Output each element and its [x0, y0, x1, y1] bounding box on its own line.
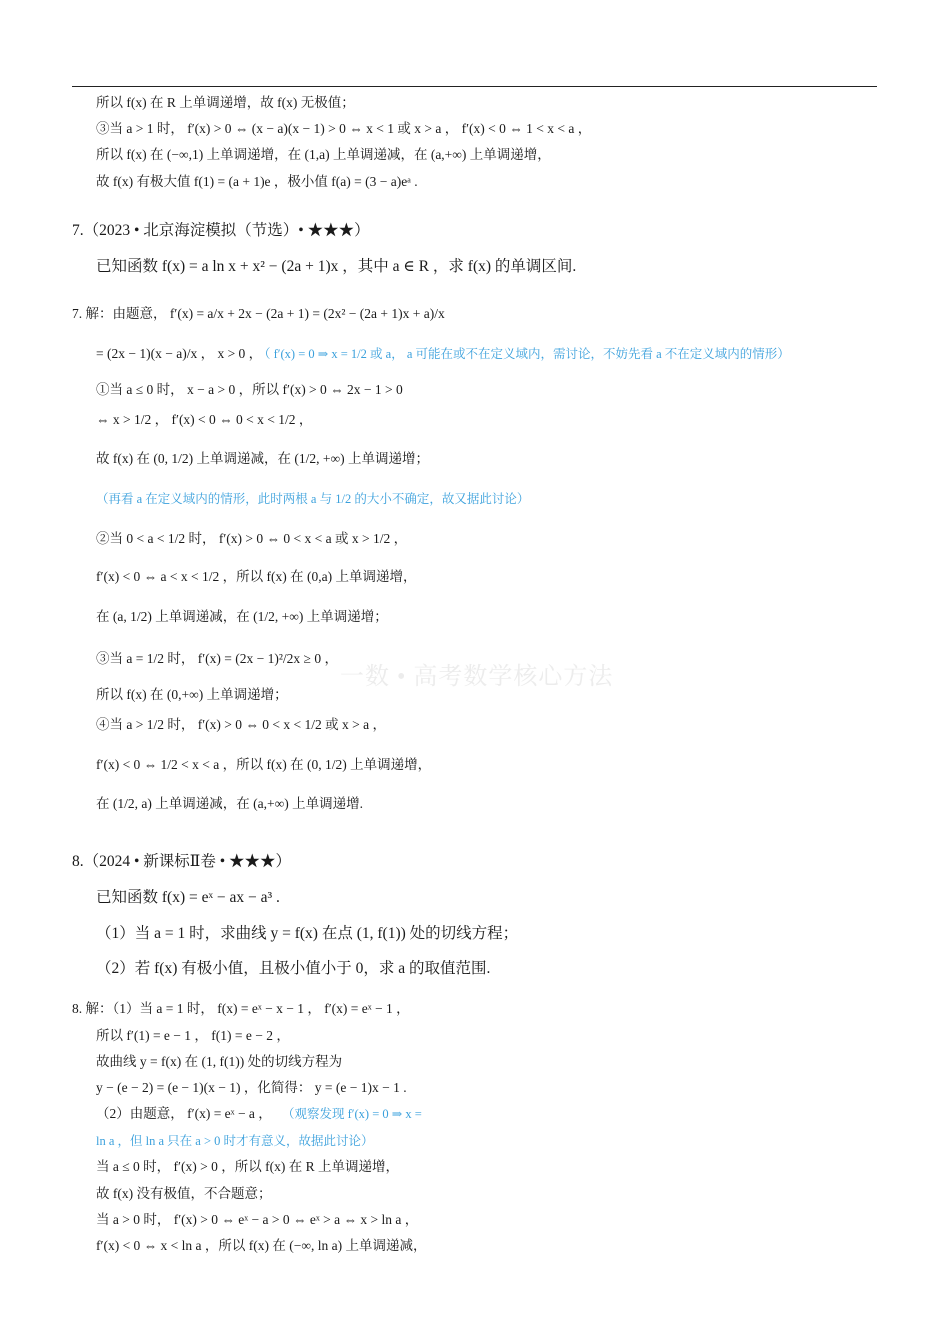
hint-line: ln a ，但 ln a 只在 a > 0 时才有意义，故据此讨论） [96, 1134, 374, 1148]
problem-line: 8.（2024 • 新课标Ⅱ卷 • ★★★） [72, 853, 292, 870]
solution-line: f′(x) < 0 ⇔ a < x < 1/2 ，所以 f(x) 在 (0,a) 上单调递增， [96, 569, 417, 584]
solution-line: 所以 f(x) 在 (0,+∞) 上单调递增； [96, 687, 288, 702]
solution-line: 7. 解：由题意， f′(x) = a/x + 2x − (2a + 1) = (2x² − (2a + 1)x + a)/x [72, 306, 445, 321]
solution-line: （2）由题意， f′(x) = eˣ − a ， [96, 1106, 272, 1121]
solution-line: 8. 解：（1）当 a = 1 时， f(x) = eˣ − x − 1 ， f′(x) = eˣ − 1 ， [72, 1001, 410, 1016]
solution-line: ⇔ x > 1/2 ， f′(x) < 0 ⇔ 0 < x < 1/2 ， [96, 412, 313, 427]
problem-line: （2）若 f(x) 有极小值，且极小值小于 0，求 a 的取值范围. [96, 960, 491, 977]
solution-line: 所以 f(x) 在 (−∞,1) 上单调递增，在 (1,a) 上单调递减，在 (a,+∞) 上单调递增， [96, 147, 551, 162]
solution-line: 故曲线 y = f(x) 在 (1, f(1)) 处的切线方程为 [96, 1054, 343, 1069]
watermark: 一数 • 高考数学核心方法 [340, 664, 614, 690]
problem-line: 已知函数 f(x) = a ln x + x² − (2a + 1)x ，其中 a ∈ R ，求 f(x) 的单调区间. [96, 258, 577, 275]
solution-line: 当 a > 0 时， f′(x) > 0 ⇔ eˣ − a > 0 ⇔ eˣ > a ⇔ x > ln a ， [96, 1212, 419, 1227]
solution-line: ④当 a > 1/2 时， f′(x) > 0 ⇔ 0 < x < 1/2 或 x > a ， [96, 717, 386, 732]
solution-line: 所以 f(x) 在 R 上单调递增，故 f(x) 无极值； [96, 95, 355, 110]
solution-line: 当 a ≤ 0 时， f′(x) > 0 ，所以 f(x) 在 R 上单调递增， [96, 1159, 399, 1174]
solution-line: 所以 f′(1) = e − 1 ， f(1) = e − 2 ， [96, 1028, 290, 1043]
solution-line: 故 f(x) 有极大值 f(1) = (a + 1)e ，极小值 f(a) = (3 − a)eᵃ . [96, 174, 418, 189]
solution-line: f′(x) < 0 ⇔ x < ln a ，所以 f(x) 在 (−∞, ln a) 上单调递减， [96, 1238, 427, 1253]
solution-line: f′(x) < 0 ⇔ 1/2 < x < a ，所以 f(x) 在 (0, 1/2) 上单调递增， [96, 757, 432, 772]
problem-line: 7.（2023 • 北京海淀模拟（节选）• ★★★） [72, 222, 370, 239]
problem-line: 已知函数 f(x) = eˣ − ax − a³ . [96, 889, 280, 906]
hint-line: （ f′(x) = 0 ⇒ x = 1/2 或 a， a 可能在或不在定义域内，需讨论，不妨先看 a 不在定义域内的情形） [258, 347, 790, 361]
solution-line: 故 f(x) 没有极值，不合题意； [96, 1186, 272, 1201]
hint-line: （观察发现 f′(x) = 0 ⇒ x = [282, 1107, 422, 1121]
problem-line: （1）当 a = 1 时，求曲线 y = f(x) 在点 (1, f(1)) 处的切线方程； [96, 925, 519, 942]
solution-line: ③当 a > 1 时， f′(x) > 0 ⇔ (x − a)(x − 1) > 0 ⇔ x < 1 或 x > a ， f′(x) < 0 ⇔ 1 < x < a ， [96, 121, 592, 136]
header-rule [72, 86, 877, 87]
solution-line: 在 (1/2, a) 上单调递减，在 (a,+∞) 上单调递增. [96, 796, 363, 811]
solution-line: ③当 a = 1/2 时， f′(x) = (2x − 1)²/2x ≥ 0 ， [96, 651, 338, 666]
hint-line: （再看 a 在定义域内的情形，此时两根 a 与 1/2 的大小不确定，故又据此讨论） [96, 492, 530, 506]
solution-line: = (2x − 1)(x − a)/x ， x > 0 ， [96, 346, 263, 361]
solution-line: ①当 a ≤ 0 时， x − a > 0 ，所以 f′(x) > 0 ⇔ 2x − 1 > 0 [96, 382, 403, 397]
solution-line: y − (e − 2) = (e − 1)(x − 1) ，化简得： y = (e − 1)x − 1 . [96, 1080, 407, 1095]
solution-line: 在 (a, 1/2) 上单调递减，在 (1/2, +∞) 上单调递增； [96, 609, 388, 624]
solution-line: 故 f(x) 在 (0, 1/2) 上单调递减，在 (1/2, +∞) 上单调递增； [96, 451, 429, 466]
solution-line: ②当 0 < a < 1/2 时， f′(x) > 0 ⇔ 0 < x < a 或 x > 1/2 ， [96, 531, 408, 546]
